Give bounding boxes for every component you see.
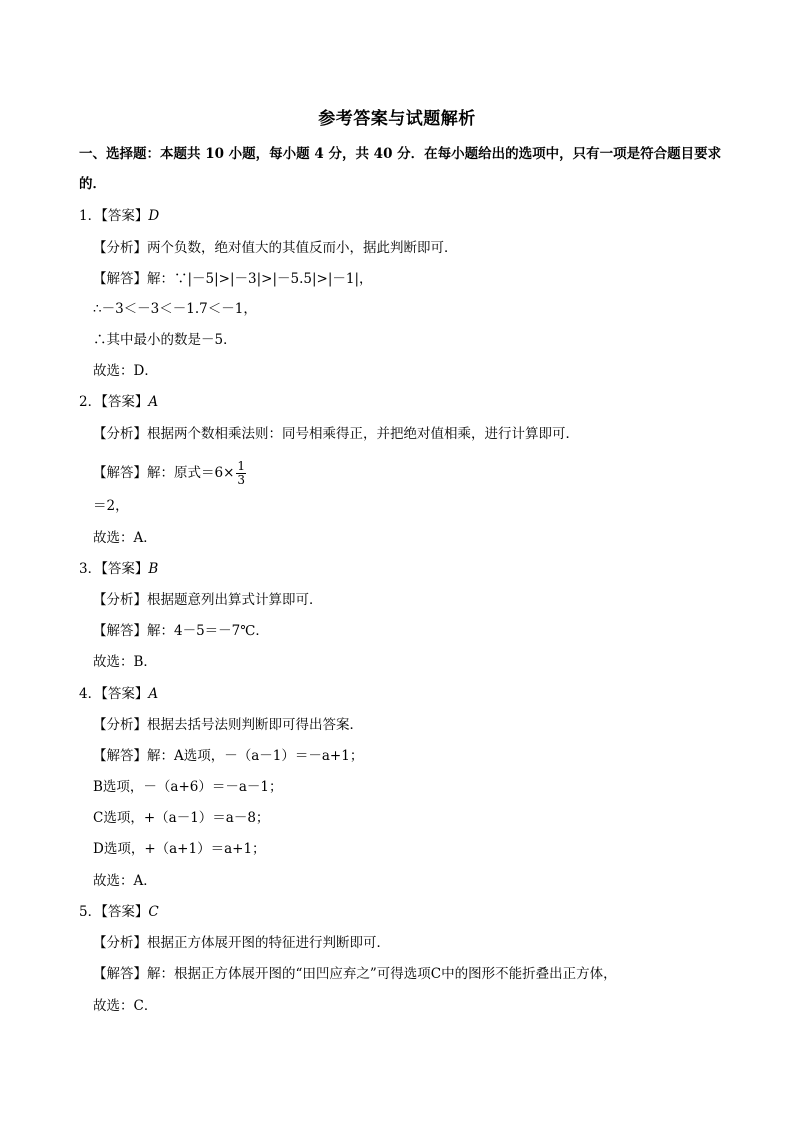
q2-analysis: 根据两个数相乘法则：同号相乘得正，并把绝对值相乘，进行计算即可． xyxy=(147,426,579,442)
q4-solution: 解：A选项，－（a－1）＝－a+1； xyxy=(147,748,364,764)
q3-solution-tag: 【解答】 xyxy=(93,623,147,639)
q2-solution: 解：原式＝ xyxy=(147,465,215,481)
q3-number: 3． xyxy=(79,561,102,577)
q3-choose: 故选：B． xyxy=(93,654,157,670)
q3-analysis-tag: 【分析】 xyxy=(93,592,147,608)
q4-solution-tag: 【解答】 xyxy=(93,748,147,764)
q4-option-d: D选项，+（a+1）＝a+1； xyxy=(93,841,266,857)
q4-analysis-line xyxy=(93,716,363,734)
q2-answer: A xyxy=(148,394,159,410)
q3-answer-tag: 【答案】 xyxy=(101,561,149,577)
q4-answer-tag: 【答案】 xyxy=(101,686,149,702)
page-title: 参考答案与试题解析 xyxy=(318,109,476,129)
q2-fraction xyxy=(236,460,246,487)
q4-answer-line xyxy=(79,685,158,703)
q3-solution-line xyxy=(93,622,269,640)
q5-analysis-tag: 【分析】 xyxy=(93,935,147,951)
section-heading: 一、选择题：本题共 10 小题，每小题 4 分，共 40 分．在每小题给出的选项中，只有一项是符合题目要求 xyxy=(79,146,722,162)
q1-answer-tag: 【答案】 xyxy=(101,208,149,224)
section-heading-cont: 的． xyxy=(79,176,106,192)
q2-fraction-denominator: 3 xyxy=(237,473,246,487)
q4-analysis-tag: 【分析】 xyxy=(93,717,147,733)
q5-choose: 故选：C． xyxy=(93,998,158,1014)
q1-analysis: 两个负数，绝对值大的其值反而小，据此判断即可． xyxy=(147,240,458,256)
q5-answer-tag: 【答案】 xyxy=(101,904,149,920)
q2-answer-line xyxy=(79,393,158,411)
q3-answer-line xyxy=(79,560,158,578)
q4-option-c: C选项，+（a－1）＝a－8； xyxy=(93,810,270,826)
q4-option-b: B选项，－（a+6）＝－a－1； xyxy=(93,779,283,795)
q2-expression: 6× xyxy=(214,465,235,481)
q2-step2: ＝2， xyxy=(93,498,129,514)
q2-solution-line xyxy=(93,458,246,488)
q3-answer: B xyxy=(148,561,159,577)
q1-analysis-tag: 【分析】 xyxy=(93,240,147,256)
q4-answer: A xyxy=(148,686,159,702)
q1-solution: 解：∵|－5|>|－3|>|－5.5|>|－1|， xyxy=(147,271,373,287)
q1-number: 1． xyxy=(79,208,102,224)
q1-answer: D xyxy=(148,208,160,224)
q1-step2: ∴－3＜－3＜－1.7＜－1， xyxy=(93,301,257,317)
q1-answer-line xyxy=(79,207,159,225)
q2-fraction-numerator: 1 xyxy=(237,459,246,473)
q3-analysis: 根据题意列出算式计算即可． xyxy=(147,592,323,608)
q5-analysis-line xyxy=(93,934,390,952)
q5-analysis: 根据正方体展开图的特征进行判断即可． xyxy=(147,935,390,951)
q2-answer-tag: 【答案】 xyxy=(101,394,149,410)
q1-analysis-line xyxy=(93,239,458,257)
q2-solution-tag: 【解答】 xyxy=(93,465,147,481)
q1-step3: ∴其中最小的数是－5． xyxy=(93,332,237,348)
q5-answer: C xyxy=(148,904,159,920)
q4-number: 4． xyxy=(79,686,102,702)
q1-solution-tag: 【解答】 xyxy=(93,271,147,287)
q4-solution-line xyxy=(93,747,363,765)
q2-analysis-line xyxy=(93,425,579,443)
q2-choose: 故选：A． xyxy=(93,530,157,546)
q4-analysis: 根据去括号法则判断即可得出答案． xyxy=(147,717,363,733)
q5-solution: 解：根据正方体展开图的“田凹应弃之”可得选项C中的图形不能折叠出正方体， xyxy=(147,966,617,982)
q5-number: 5． xyxy=(79,904,102,920)
q1-solution-line xyxy=(93,270,373,288)
q2-analysis-tag: 【分析】 xyxy=(93,426,147,442)
q4-choose: 故选：A． xyxy=(93,873,157,889)
q5-solution-tag: 【解答】 xyxy=(93,966,147,982)
q5-answer-line xyxy=(79,903,159,921)
q3-analysis-line xyxy=(93,591,323,609)
q2-number: 2． xyxy=(79,394,102,410)
q3-solution: 解：4－5＝－7℃． xyxy=(147,623,269,639)
q5-solution-line xyxy=(93,965,617,983)
q1-choose: 故选：D． xyxy=(93,363,158,379)
